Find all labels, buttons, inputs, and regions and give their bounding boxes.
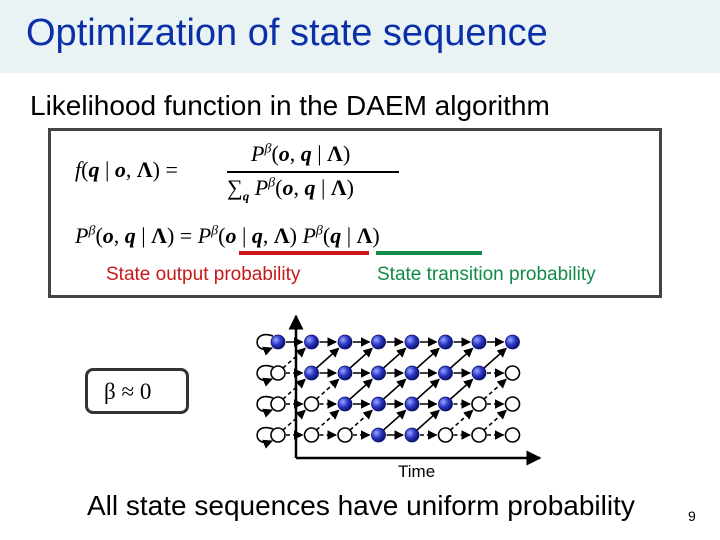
state-node-active: [405, 335, 419, 349]
state-node-active: [472, 366, 486, 380]
state-node-active: [271, 335, 285, 349]
state-node-active: [439, 366, 453, 380]
state-node-inactive: [305, 428, 319, 442]
transition-edge: [316, 348, 338, 368]
state-node-active: [506, 335, 520, 349]
state-node-active: [305, 335, 319, 349]
beta-condition: β ≈ 0: [104, 379, 152, 404]
transition-edge: [316, 410, 338, 430]
equation-1-lhs: f(q | o, Λ) =: [75, 157, 178, 182]
transition-edge: [450, 410, 472, 430]
state-node-active: [472, 335, 486, 349]
state-node-inactive: [506, 397, 520, 411]
state-node-active: [372, 397, 386, 411]
state-node-inactive: [271, 366, 285, 380]
state-node-active: [405, 397, 419, 411]
state-node-active: [372, 335, 386, 349]
transition-edge: [383, 379, 405, 399]
equation-1-denominator: $\sum_q$ $P^\beta(o$, q | Λ): [227, 175, 354, 204]
transition-edge: [417, 410, 439, 430]
state-node-inactive: [506, 366, 520, 380]
slide-subtitle: Likelihood function in the DAEM algorithm: [30, 90, 550, 121]
transition-edge: [350, 410, 372, 430]
state-node-active: [405, 428, 419, 442]
state-node-active: [372, 428, 386, 442]
state-output-label: State output probability: [106, 264, 301, 285]
equation-2: $P^\beta(o$, q | $\Lambda) = P^\beta(o$ | q, Λ) $P^\beta(q$ | Λ): [75, 223, 380, 248]
state-node-inactive: [271, 428, 285, 442]
state-node-active: [405, 366, 419, 380]
transition-edge: [450, 379, 472, 399]
transition-edge: [316, 379, 338, 399]
transition-edge: [417, 348, 439, 368]
state-transition-label: State transition probability: [377, 264, 596, 285]
state-node-active: [338, 366, 352, 380]
transition-edge: [450, 348, 472, 368]
state-node-inactive: [271, 397, 285, 411]
transition-edge: [283, 410, 305, 430]
state-node-inactive: [338, 428, 352, 442]
transition-edge: [350, 379, 372, 399]
footer-text: All state sequences have uniform probability: [87, 490, 635, 521]
time-axis-label: Time: [398, 462, 436, 481]
transition-edge: [383, 410, 405, 430]
state-node-inactive: [472, 397, 486, 411]
state-node-active: [439, 335, 453, 349]
equation-1-numerator: $P^\beta(o$, q | Λ): [251, 141, 351, 166]
transition-edge: [383, 348, 405, 368]
transition-edge: [417, 379, 439, 399]
page-number: 9: [688, 508, 696, 524]
transition-edge: [350, 348, 372, 368]
state-node-inactive: [305, 397, 319, 411]
transition-edge: [484, 410, 506, 430]
transition-edge: [283, 348, 305, 368]
state-node-inactive: [506, 428, 520, 442]
state-node-active: [338, 397, 352, 411]
state-node-active: [439, 397, 453, 411]
transition-edge: [484, 379, 506, 399]
state-node-inactive: [439, 428, 453, 442]
transition-edge: [283, 379, 305, 399]
slide-title: Optimization of state sequence: [26, 12, 548, 54]
state-node-active: [372, 366, 386, 380]
state-node-inactive: [472, 428, 486, 442]
transition-edge: [484, 348, 506, 368]
state-node-active: [338, 335, 352, 349]
state-node-active: [305, 366, 319, 380]
